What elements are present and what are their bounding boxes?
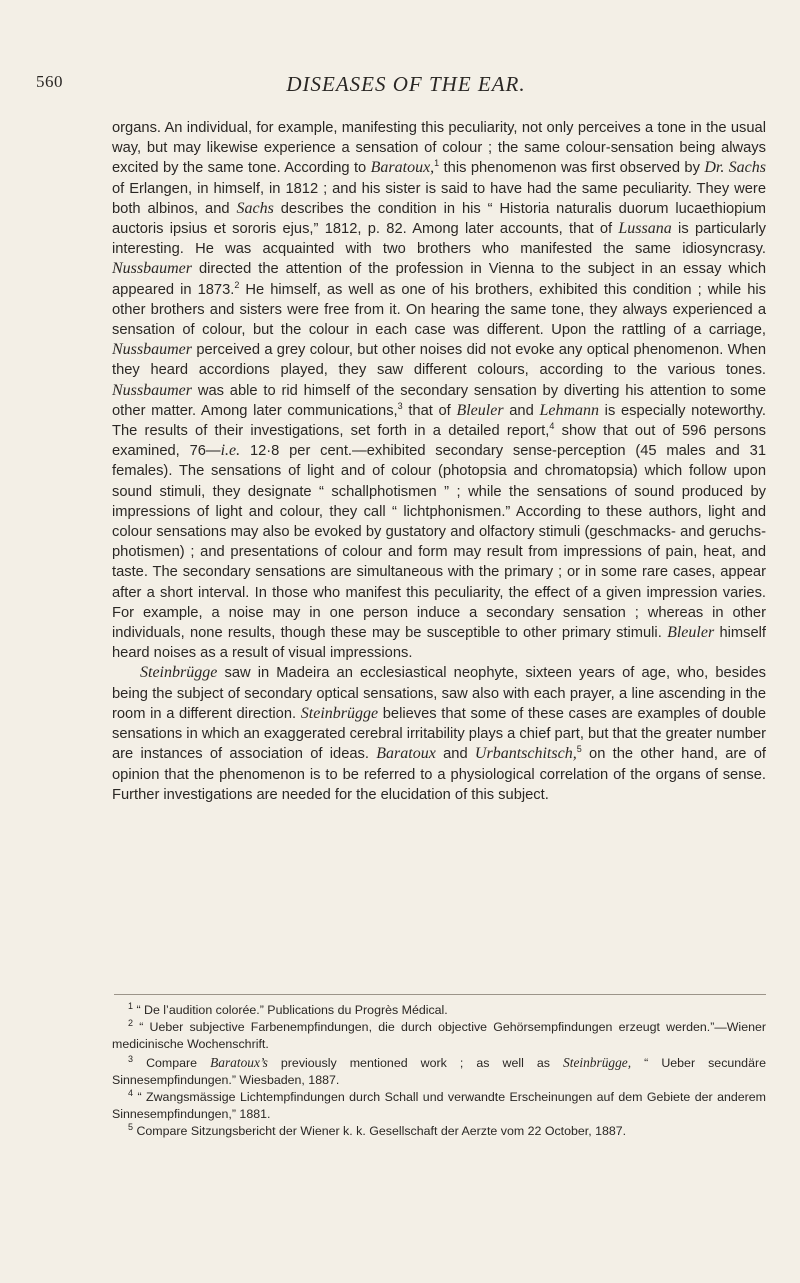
text-run: Compare Sitzungsbericht der Wiener k. k. Gesellschaft der Aerzte vom 22 October, 1887.: [133, 1124, 627, 1139]
footnote-marker: 2: [234, 279, 240, 290]
text-run: on the other hand, are of opinion that the phenomenon is to be referred to a physiological correlation of the organs of sense. Further investigations are needed for the elucidation of this subject.: [112, 746, 766, 803]
italic-text: Steinbrügge: [140, 664, 218, 682]
text-run: show that out of 596 persons examined, 76—: [112, 423, 767, 460]
footnote-marker: 1: [434, 158, 440, 169]
italic-text: Urbantschitsch,: [474, 745, 577, 763]
text-run: believes that some of these cases are examples of double sensations in which an exaggerated cerebral irritability plays a chief part, but that the greater number are instances of association of ideas.: [112, 705, 766, 763]
italic-text: Bleuler: [456, 401, 504, 419]
italic-text: Baratoux’s: [210, 1054, 268, 1070]
text-run: “ Ueber subjective Farbenempfindungen, die durch objective Gehörsempfindungen erzeugt werden.”—Wiener medicinische Wochenschrift.: [112, 1020, 766, 1052]
text-run: organs. An individual, for example, manifesting this peculiarity, not only perceives a tone in the usual way, but may likewise experience a sensation of colour ; the same colour-sensation being always excited by the same tone. According to: [112, 120, 766, 177]
italic-text: i.e.: [220, 442, 241, 460]
paragraph: [112, 118, 766, 663]
page-header: [36, 72, 766, 102]
italic-text: Nussbaumer: [112, 260, 193, 278]
footnote-marker: 3: [397, 400, 403, 411]
text-run: Compare: [133, 1055, 211, 1070]
italic-text: Baratoux: [376, 745, 436, 763]
text-run: saw in Madeira an ecclesiastical neophyte, sixteen years of age, who, besides being the subject of secondary optical sensations, saw also with each prayer, a line ascending in the room in a different direction.: [112, 665, 766, 722]
italic-text: Steinbrügge: [300, 704, 379, 722]
text-run: is especially noteworthy. The results of their investigations, set forth in a detailed report,: [112, 402, 766, 440]
text-run: previously mentioned work ; as well as: [267, 1055, 564, 1070]
text-run: “ Zwangsmässige Lichtempfindungen durch Schall und verwandte Erscheinungen auf dem Gebiete der anderem Sinnesempfindungen,” 1881.: [112, 1090, 766, 1122]
text-run: this phenomenon was first observed by: [439, 160, 705, 177]
italic-text: Lehmann: [539, 401, 599, 419]
paragraph: [112, 663, 766, 804]
footnote: [112, 1054, 766, 1089]
footnote-marker: 1: [128, 1000, 134, 1011]
text-run: and: [435, 746, 475, 763]
footnote: [112, 1019, 766, 1053]
italic-text: Steinbrügge,: [563, 1054, 632, 1070]
text-run: “ De l’audition colorée.” Publications du Progrès Médical.: [133, 1003, 448, 1017]
italic-text: Bleuler: [667, 624, 715, 642]
footnote-marker: 5: [576, 744, 582, 755]
text-run: directed the attention of the profession in Vienna to the subject in an essay which appeared in 1873.: [112, 261, 766, 298]
running-title: DISEASES OF THE EAR.: [286, 72, 526, 96]
footnotes: [112, 1002, 766, 1141]
body-text: [112, 118, 766, 805]
footnote-divider: [114, 994, 766, 995]
text-run: He himself, as well as one of his brothers, exhibited this condition ; while his other brothers and sisters were free from it. On hearing the same tone, they always experienced a sensation of colour, but the colour in each case was different. Upon the rattling of a carriage,: [112, 281, 766, 339]
italic-text: Dr. Sachs: [704, 159, 766, 177]
italic-text: Lussana: [618, 220, 672, 238]
italic-text: Nussbaumer: [112, 341, 193, 359]
text-run: describes the condition in his “ Historia naturalis duorum lucaethiopium auctoris ipsius et sororis ejus,” 1812, p. 82. Among later accounts, that of: [112, 200, 766, 238]
text-run: and: [503, 402, 540, 419]
footnote-marker: 4: [128, 1087, 134, 1098]
page-number: 560: [36, 72, 63, 91]
footnote: [112, 1123, 766, 1140]
italic-text: Sachs: [236, 199, 274, 217]
text-run: that of: [402, 402, 457, 419]
footnote-marker: 4: [549, 421, 555, 432]
footnote: [112, 1002, 766, 1019]
text-run: perceived a grey colour, but other noises did not evoke any optical phenomenon. When they heard accordions played, they saw different colours, according to the various tones.: [112, 342, 766, 379]
text-run: was able to rid himself of the secondary sensation by diverting his attention to some other matter. Among later communications,: [112, 382, 766, 419]
text-run: himself heard noises as a result of visual impressions.: [112, 625, 766, 662]
italic-text: Baratoux,: [370, 159, 435, 177]
footnote: [112, 1089, 766, 1123]
text-run: 12·8 per cent.—exhibited secondary sense-perception (45 males and 31 females). The sensations of light and of colour (photopsia and chromatopsia) which follow upon sound stimuli, they designate “ schallphotismen ” ; while the sensations of sound produced by impressions of light and colour, they call “ lichtphonismen.” According to these authors, light and colour sensations may also be evoked by gustatory and olfactory stimuli (geschmacks- and geruchs-photismen) ; and presentations of colour and form may result from impressions of pain, heat, and taste. The secondary sensations are simultaneous with the primary ; or in some rare cases, appear after a short interval. In those who manifest this peculiarity, the effect of a given impression varies. For example, a noise may in one person induce a secondary sensation ; whereas in other individuals, none results, though these may be susceptible to other primary stimuli.: [112, 443, 766, 642]
footnote-marker: 2: [128, 1018, 134, 1029]
text-run: is particularly interesting. He was acquainted with two brothers who manifested the same idiosyncrasy.: [112, 221, 766, 258]
text-run: “ Ueber secundäre Sinnesempfindungen.” Wiesbaden, 1887.: [112, 1055, 766, 1087]
footnote-marker: 5: [128, 1122, 134, 1133]
italic-text: Nussbaumer: [112, 381, 193, 399]
text-run: of Erlangen, in himself, in 1812 ; and his sister is said to have had the same peculiarity. They were both albinos, and: [112, 180, 766, 217]
footnote-marker: 3: [128, 1053, 134, 1064]
